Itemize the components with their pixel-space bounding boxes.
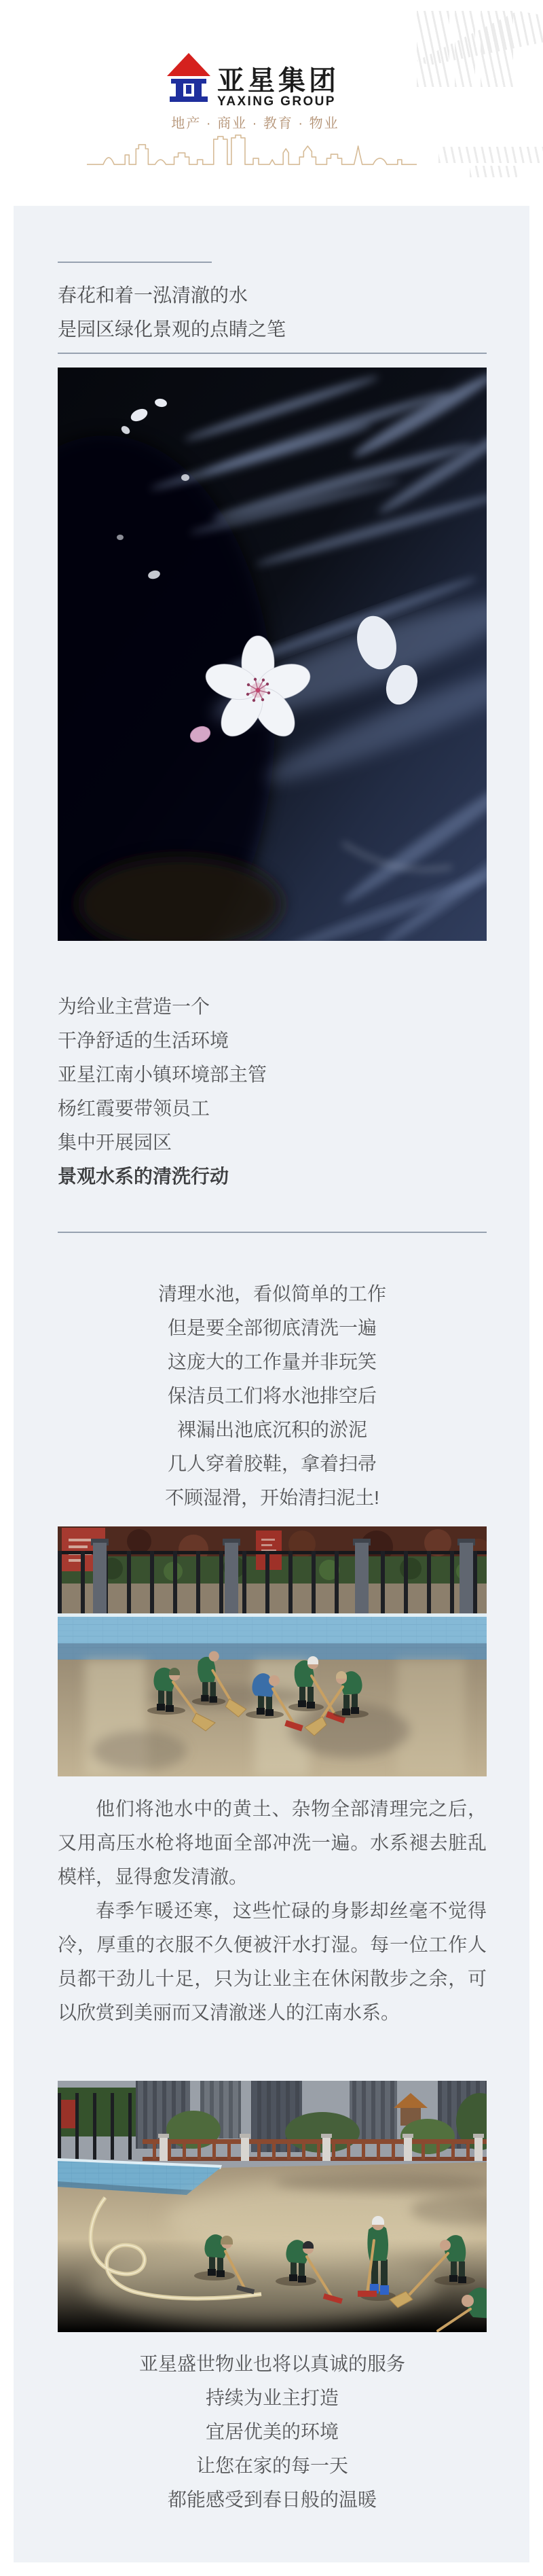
brand-tagline: 地产 · 商业 · 教育 · 物业 (171, 116, 339, 131)
photo-pool-sweeping (58, 1526, 487, 1776)
outro-line: 宜居优美的环境 (205, 2421, 339, 2442)
photo-pool-washing (58, 2081, 487, 2332)
skyline-sketch-icon (87, 132, 417, 168)
intro-block (58, 279, 487, 346)
divider-short (58, 262, 212, 263)
work-line: 不顾湿滑，开始清扫泥土! (165, 1487, 379, 1508)
mission-block (58, 990, 487, 1194)
mission-line: 杨红霞要带领员工 (58, 1098, 210, 1119)
yaxing-logo-icon (167, 53, 210, 105)
watermark-columns (417, 11, 513, 87)
divider-long-top (58, 353, 487, 354)
outro-line: 持续为业主打造 (205, 2387, 339, 2408)
article-card (14, 206, 529, 2562)
work-line: 这庞大的工作量并非玩笑 (167, 1351, 377, 1372)
watermark-foot (470, 166, 517, 177)
work-line: 清理水池，看似简单的工作 (157, 1283, 386, 1304)
work-line: 保洁员工们将水池排空后 (167, 1385, 377, 1406)
logo-names (217, 67, 353, 109)
outro-line: 让您在家的每一天 (195, 2455, 348, 2476)
watermark-building-icon (417, 11, 543, 177)
mission-line: 为给业主营造一个 (58, 996, 210, 1017)
pool-sweeping-image (58, 1526, 487, 1776)
work-line: 但是要全部彻底清洗一遍 (167, 1317, 377, 1338)
work-line: 几人穿着胶鞋，拿着扫帚 (167, 1453, 377, 1474)
mission-line: 亚星江南小镇环境部主管 (58, 1064, 267, 1085)
work-line: 裸漏出池底沉积的淤泥 (176, 1419, 367, 1440)
mission-line: 集中开展园区 (58, 1132, 172, 1153)
logo-name-cn: 亚星集团 (217, 66, 339, 96)
outro-block (58, 2347, 487, 2517)
pool-washing-image (58, 2081, 487, 2332)
paragraph: 春季乍暖还寒，这些忙碌的身影却丝毫不觉得冷，厚重的衣服不久便被汗水打湿。每一位工作人员都干劲儿十足，只为让业主在休闲散步之余，可以欣赏到美丽而又清澈迷人的江南水系。 (58, 1900, 487, 2023)
photo-pond-blossom (58, 368, 487, 941)
page-header (0, 0, 543, 206)
logo-name-en: YAXING GROUP (217, 94, 336, 109)
intro-line: 是园区绿化景观的点睛之笔 (58, 319, 286, 340)
mission-line-bold: 景观水系的清洗行动 (58, 1166, 229, 1187)
mission-line: 干净舒适的生活环境 (58, 1030, 229, 1051)
paragraph: 他们将池水中的黄土、杂物全部清理完之后，又用高压水枪将地面全部冲洗一遍。水系褪去脏乱模样，显得愈发清澈。 (58, 1798, 487, 1887)
divider-long-mid (58, 1232, 487, 1233)
body-paragraphs (58, 1792, 487, 2030)
outro-line: 亚星盛世物业也将以真诚的服务 (138, 2353, 405, 2374)
outro-line: 都能感受到春日般的温暖 (167, 2489, 377, 2510)
watermark-base (438, 147, 543, 163)
pond-blossom-image (58, 368, 487, 941)
intro-line: 春花和着一泓清澈的水 (58, 285, 248, 306)
work-block (58, 1277, 487, 1515)
